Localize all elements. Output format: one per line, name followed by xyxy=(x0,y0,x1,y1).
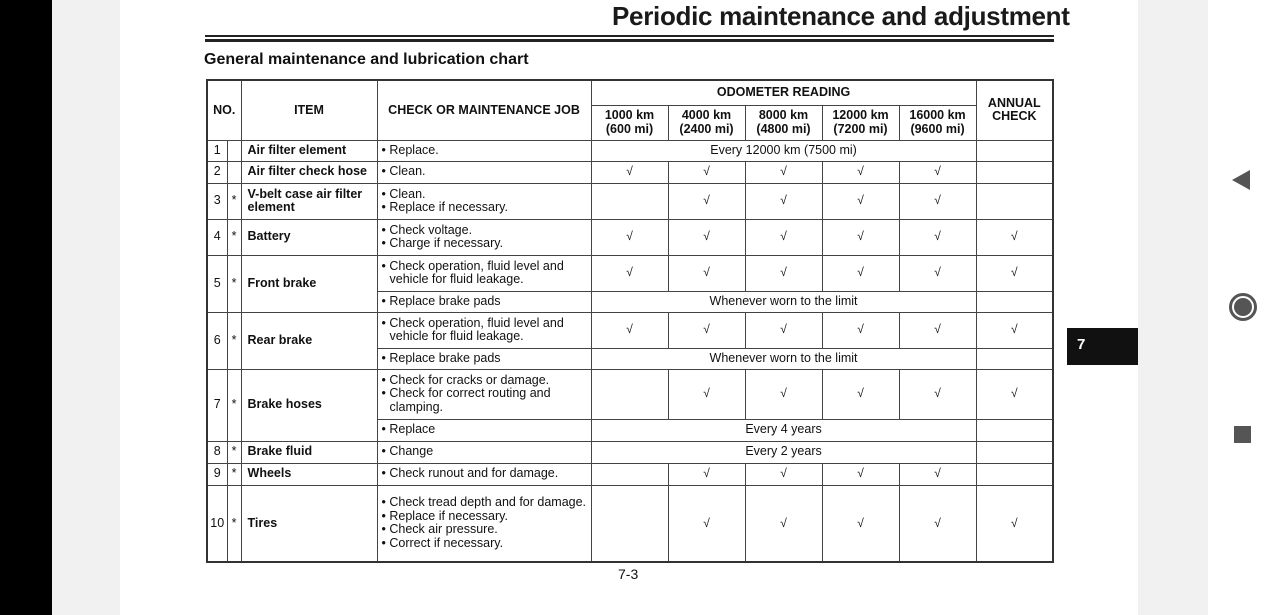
check-mark: √ xyxy=(591,161,668,183)
row-job: • Replace brake pads xyxy=(377,291,591,312)
annual-check-mark: √ xyxy=(976,255,1053,291)
header-16000km: 16000 km (9600 mi) xyxy=(899,105,976,140)
annual-check-mark: √ xyxy=(976,219,1053,255)
row-item: Front brake xyxy=(241,255,377,312)
viewer-margin-left xyxy=(52,0,120,615)
row-job: • Check tread depth and for damage. • Replace if necessary. • Check air pressure. • Correct if necessary. xyxy=(377,485,591,562)
check-mark: √ xyxy=(745,463,822,485)
check-mark: √ xyxy=(668,312,745,348)
check-mark: √ xyxy=(745,161,822,183)
annual-cell xyxy=(976,291,1053,312)
check-mark: √ xyxy=(822,161,899,183)
annual-cell xyxy=(976,140,1053,161)
recents-square-icon[interactable] xyxy=(1234,426,1251,443)
row-no: 3 xyxy=(207,183,227,219)
annual-cell xyxy=(976,441,1053,463)
table-row xyxy=(207,255,1053,291)
header-odometer: ODOMETER READING xyxy=(591,80,976,105)
row-job: • Replace xyxy=(377,419,591,441)
empty-cell xyxy=(591,369,668,419)
row-no: 4 xyxy=(207,219,227,255)
check-mark: √ xyxy=(822,312,899,348)
header-item: ITEM xyxy=(241,80,377,140)
table-row xyxy=(207,140,1053,161)
check-mark: √ xyxy=(591,312,668,348)
check-mark: √ xyxy=(745,312,822,348)
check-mark: √ xyxy=(668,255,745,291)
check-mark: √ xyxy=(899,463,976,485)
check-mark: √ xyxy=(899,183,976,219)
title-rule-top xyxy=(205,35,1054,37)
header-no: NO. xyxy=(207,80,241,140)
left-frame xyxy=(0,0,52,615)
row-job: • Change xyxy=(377,441,591,463)
check-mark: √ xyxy=(668,183,745,219)
header-annual: ANNUAL CHECK xyxy=(976,80,1053,140)
header-1000km: 1000 km (600 mi) xyxy=(591,105,668,140)
check-mark: √ xyxy=(822,183,899,219)
row-job: • Check voltage. • Charge if necessary. xyxy=(377,219,591,255)
check-mark: √ xyxy=(668,161,745,183)
row-job: • Replace brake pads xyxy=(377,348,591,369)
annual-check-mark: √ xyxy=(976,369,1053,419)
table-row xyxy=(207,463,1053,485)
row-interval: Whenever worn to the limit xyxy=(591,348,976,369)
row-interval: Every 2 years xyxy=(591,441,976,463)
row-item: Brake fluid xyxy=(241,441,377,463)
back-triangle-icon[interactable] xyxy=(1232,170,1250,190)
row-no: 6 xyxy=(207,312,227,369)
row-job: • Check runout and for damage. xyxy=(377,463,591,485)
check-mark: √ xyxy=(899,369,976,419)
check-mark: √ xyxy=(899,255,976,291)
empty-cell xyxy=(591,463,668,485)
check-mark: √ xyxy=(822,219,899,255)
empty-cell xyxy=(591,485,668,562)
table-row xyxy=(207,161,1053,183)
row-no: 10 xyxy=(207,485,227,562)
page-title: Periodic maintenance and adjustment xyxy=(612,1,1070,31)
annual-cell xyxy=(976,161,1053,183)
row-no: 8 xyxy=(207,441,227,463)
annual-cell xyxy=(976,463,1053,485)
check-mark: √ xyxy=(668,369,745,419)
check-mark: √ xyxy=(591,255,668,291)
row-interval: Every 12000 km (7500 mi) xyxy=(591,140,976,161)
check-mark: √ xyxy=(899,312,976,348)
table-row xyxy=(207,441,1053,463)
check-mark: √ xyxy=(822,369,899,419)
row-item: Wheels xyxy=(241,463,377,485)
row-star: * xyxy=(227,485,241,562)
row-star: * xyxy=(227,219,241,255)
row-no: 5 xyxy=(207,255,227,312)
row-item: Battery xyxy=(241,219,377,255)
check-mark: √ xyxy=(745,219,822,255)
maintenance-chart xyxy=(206,79,1054,563)
row-no: 2 xyxy=(207,161,227,183)
check-mark: √ xyxy=(899,161,976,183)
check-mark: √ xyxy=(822,255,899,291)
header-8000km: 8000 km (4800 mi) xyxy=(745,105,822,140)
row-star: * xyxy=(227,183,241,219)
row-job: • Check operation, fluid level and vehicle for fluid leakage. xyxy=(377,312,591,348)
row-no: 7 xyxy=(207,369,227,441)
row-item: Air filter element xyxy=(241,140,377,161)
title-rule-bottom xyxy=(205,39,1054,42)
row-job: • Check operation, fluid level and vehicle for fluid leakage. xyxy=(377,255,591,291)
row-item: V-belt case air filter element xyxy=(241,183,377,219)
check-mark: √ xyxy=(745,183,822,219)
check-mark: √ xyxy=(899,219,976,255)
empty-cell xyxy=(591,183,668,219)
row-star xyxy=(227,161,241,183)
header-12000km: 12000 km (7200 mi) xyxy=(822,105,899,140)
table-row xyxy=(207,219,1053,255)
check-mark: √ xyxy=(591,219,668,255)
row-interval: Every 4 years xyxy=(591,419,976,441)
row-job: • Clean. • Replace if necessary. xyxy=(377,183,591,219)
home-circle-inner-icon xyxy=(1234,298,1252,316)
check-mark: √ xyxy=(668,463,745,485)
table-row xyxy=(207,485,1053,562)
row-star: * xyxy=(227,312,241,369)
row-job: • Replace. xyxy=(377,140,591,161)
annual-check-mark: √ xyxy=(976,312,1053,348)
table-row xyxy=(207,183,1053,219)
row-no: 9 xyxy=(207,463,227,485)
check-mark: √ xyxy=(668,219,745,255)
row-item: Brake hoses xyxy=(241,369,377,441)
row-job: • Check for cracks or damage. • Check for correct routing and clamping. xyxy=(377,369,591,419)
check-mark: √ xyxy=(745,255,822,291)
row-star: * xyxy=(227,463,241,485)
page-number: 7-3 xyxy=(618,566,639,582)
row-star: * xyxy=(227,255,241,312)
annual-cell xyxy=(976,419,1053,441)
row-item: Rear brake xyxy=(241,312,377,369)
check-mark: √ xyxy=(822,485,899,562)
annual-check-mark: √ xyxy=(976,485,1053,562)
table-row xyxy=(207,312,1053,348)
chapter-tab: 7 xyxy=(1067,328,1138,365)
row-star: * xyxy=(227,441,241,463)
header-job: CHECK OR MAINTENANCE JOB xyxy=(377,80,591,140)
annual-cell xyxy=(976,183,1053,219)
row-item: Tires xyxy=(241,485,377,562)
row-star xyxy=(227,140,241,161)
check-mark: √ xyxy=(822,463,899,485)
check-mark: √ xyxy=(668,485,745,562)
check-mark: √ xyxy=(899,485,976,562)
row-no: 1 xyxy=(207,140,227,161)
check-mark: √ xyxy=(745,485,822,562)
row-star: * xyxy=(227,369,241,441)
annual-cell xyxy=(976,348,1053,369)
header-4000km: 4000 km (2400 mi) xyxy=(668,105,745,140)
table-row xyxy=(207,369,1053,419)
viewer-margin-right xyxy=(1138,0,1208,615)
row-interval: Whenever worn to the limit xyxy=(591,291,976,312)
row-job: • Clean. xyxy=(377,161,591,183)
section-title: General maintenance and lubrication chart xyxy=(204,51,529,68)
check-mark: √ xyxy=(745,369,822,419)
row-item: Air filter check hose xyxy=(241,161,377,183)
